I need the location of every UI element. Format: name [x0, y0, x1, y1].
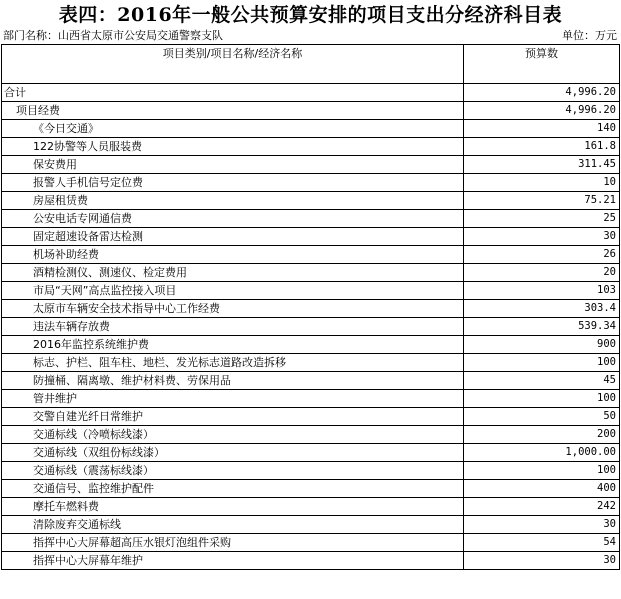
- row-budget-value: 50: [464, 408, 620, 426]
- table-row: [2, 390, 620, 408]
- row-item-name: 违法车辆存放费: [2, 318, 464, 336]
- row-item-name: 交通信号、监控维护配件: [2, 480, 464, 498]
- row-budget-value: 303.4: [464, 300, 620, 318]
- row-item-name: 项目经费: [2, 102, 464, 120]
- row-budget-value: 54: [464, 534, 620, 552]
- table-row: [2, 498, 620, 516]
- row-budget-value: 100: [464, 462, 620, 480]
- row-item-name: 2016年监控系统维护费: [2, 336, 464, 354]
- row-budget-value: 45: [464, 372, 620, 390]
- row-item-name: 指挥中心大屏幕超高压水银灯泡组件采购: [2, 534, 464, 552]
- row-item-name: 清除废弃交通标线: [2, 516, 464, 534]
- row-budget-value: 25: [464, 210, 620, 228]
- table-row: [2, 354, 620, 372]
- table-row: [2, 246, 620, 264]
- table-row: [2, 462, 620, 480]
- row-budget-value: 539.34: [464, 318, 620, 336]
- row-item-name: 交通标线（冷喷标线漆）: [2, 426, 464, 444]
- row-budget-value: 30: [464, 516, 620, 534]
- row-item-name: 酒精检测仪、测速仪、检定费用: [2, 264, 464, 282]
- row-budget-value: 100: [464, 354, 620, 372]
- table-row: [2, 282, 620, 300]
- table-row: [2, 192, 620, 210]
- row-budget-value: 1,000.00: [464, 444, 620, 462]
- row-item-name: 太原市车辆安全技术指导中心工作经费: [2, 300, 464, 318]
- row-budget-value: 311.45: [464, 156, 620, 174]
- row-budget-value: 242: [464, 498, 620, 516]
- row-budget-value: 900: [464, 336, 620, 354]
- row-item-name: 《今日交通》: [2, 120, 464, 138]
- row-budget-value: 20: [464, 264, 620, 282]
- table-row: [2, 318, 620, 336]
- row-item-name: 摩托车燃料费: [2, 498, 464, 516]
- department-label: 部门名称：山西省太原市公安局交通警察支队: [3, 29, 223, 42]
- table-row: [2, 228, 620, 246]
- row-budget-value: 200: [464, 426, 620, 444]
- row-budget-value: 26: [464, 246, 620, 264]
- row-budget-value: 30: [464, 228, 620, 246]
- budget-table: [1, 44, 620, 570]
- row-budget-value: 4,996.20: [464, 102, 620, 120]
- row-item-name: 标志、护栏、阻车柱、地栏、发光标志道路改造拆移: [2, 354, 464, 372]
- table-row: [2, 174, 620, 192]
- row-item-name: 122协警等人员服装费: [2, 138, 464, 156]
- row-budget-value: 100: [464, 390, 620, 408]
- row-budget-value: 10: [464, 174, 620, 192]
- table-row: [2, 480, 620, 498]
- table-body: [2, 84, 620, 570]
- row-item-name: 交警自建光纤日常维护: [2, 408, 464, 426]
- row-item-name: 管井维护: [2, 390, 464, 408]
- row-item-name: 防撞桶、隔离墩、维护材料费、劳保用品: [2, 372, 464, 390]
- table-row: [2, 336, 620, 354]
- row-budget-value: 400: [464, 480, 620, 498]
- table-row: [2, 408, 620, 426]
- table-row: [2, 264, 620, 282]
- table-row: [2, 444, 620, 462]
- row-budget-value: 103: [464, 282, 620, 300]
- row-item-name: 机场补助经费: [2, 246, 464, 264]
- page-title: 表四：2016年一般公共预算安排的项目支出分经济科目表: [58, 4, 563, 26]
- table-row: [2, 120, 620, 138]
- row-item-name: 交通标线（双组份标线漆）: [2, 444, 464, 462]
- table-row: [2, 516, 620, 534]
- table-header-row: [2, 45, 620, 84]
- row-item-name: 保安费用: [2, 156, 464, 174]
- row-budget-value: 4,996.20: [464, 84, 620, 102]
- table-row: [2, 138, 620, 156]
- table-row: [2, 156, 620, 174]
- table-row: [2, 552, 620, 570]
- table-row: [2, 372, 620, 390]
- row-item-name: 交通标线（震荡标线漆）: [2, 462, 464, 480]
- row-item-name: 合计: [2, 84, 464, 102]
- row-item-name: 市局“天网”高点监控接入项目: [2, 282, 464, 300]
- row-item-name: 房屋租赁费: [2, 192, 464, 210]
- row-budget-value: 140: [464, 120, 620, 138]
- row-item-name: 指挥中心大屏幕年维护: [2, 552, 464, 570]
- column-header-item: 项目类别/项目名称/经济名称: [2, 45, 464, 84]
- table-row: [2, 300, 620, 318]
- row-item-name: 报警人手机信号定位费: [2, 174, 464, 192]
- table-row: [2, 84, 620, 102]
- row-item-name: 固定超速设备雷达检测: [2, 228, 464, 246]
- row-item-name: 公安电话专网通信费: [2, 210, 464, 228]
- table-row: [2, 210, 620, 228]
- unit-label: 单位：万元: [562, 29, 617, 42]
- table-row: [2, 102, 620, 120]
- table-row: [2, 426, 620, 444]
- column-header-budget: 预算数: [464, 45, 620, 84]
- table-row: [2, 534, 620, 552]
- row-budget-value: 161.8: [464, 138, 620, 156]
- row-budget-value: 75.21: [464, 192, 620, 210]
- row-budget-value: 30: [464, 552, 620, 570]
